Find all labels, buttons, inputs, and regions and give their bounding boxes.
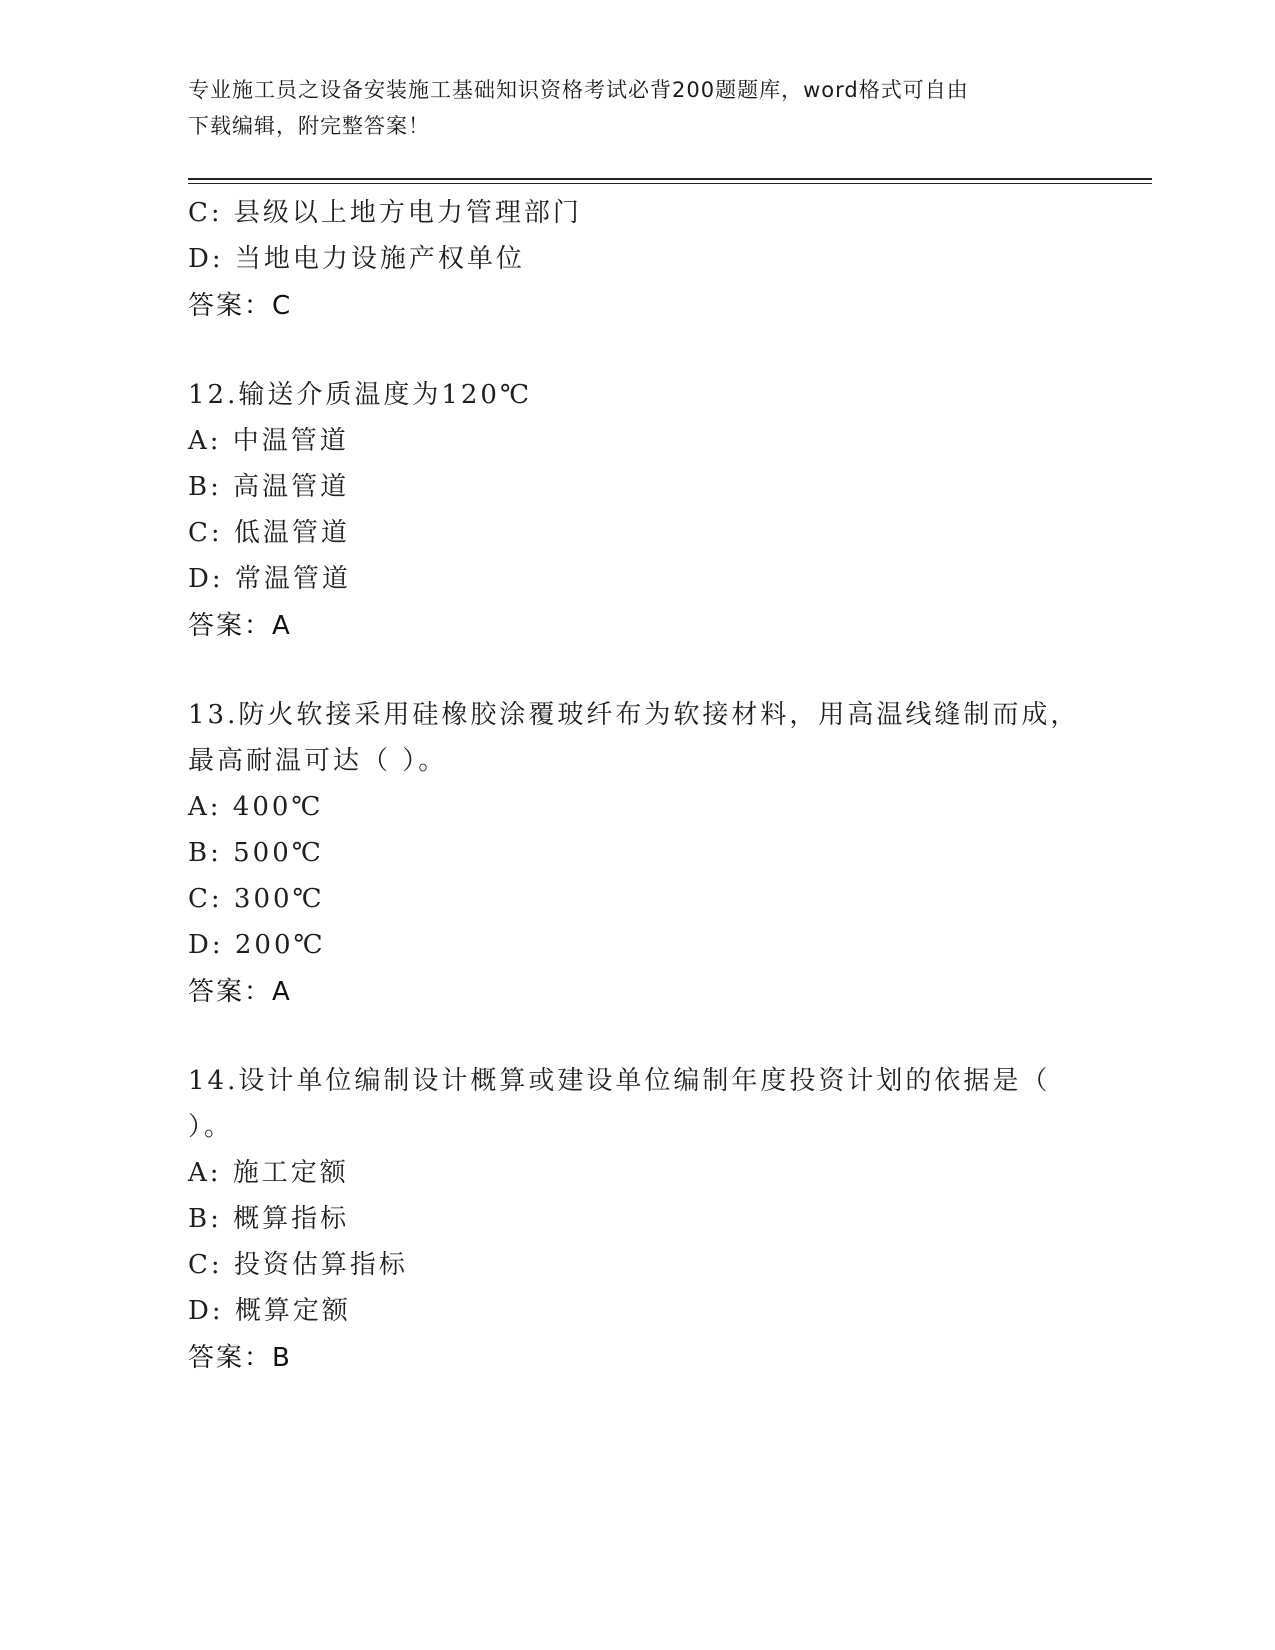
option-b: B: 高温管道 bbox=[188, 472, 350, 502]
option-d: D: 常温管道 bbox=[188, 564, 351, 594]
question-text-line-1: 13.防火软接采用硅橡胶涂覆玻纤布为软接材料，用高温线缝制而成， bbox=[188, 700, 1080, 730]
option-c: C: 低温管道 bbox=[188, 518, 350, 548]
option-c: C: 县级以上地方电力管理部门 bbox=[188, 198, 582, 228]
option-a: A: 施工定额 bbox=[188, 1158, 349, 1188]
question-text: 12.输送介质温度为120℃ bbox=[188, 380, 533, 410]
option-a: A: 400℃ bbox=[188, 792, 324, 822]
header-divider-thick bbox=[188, 178, 1152, 180]
answer-line: 答案：A bbox=[188, 611, 292, 641]
document-header bbox=[188, 72, 1068, 144]
option-c: C: 300℃ bbox=[188, 884, 325, 914]
question-14 bbox=[188, 1058, 1088, 1382]
header-divider-thin bbox=[188, 183, 1152, 184]
option-d: D: 200℃ bbox=[188, 930, 326, 960]
question-13 bbox=[188, 692, 1088, 1016]
header-line-1: 专业施工员之设备安装施工基础知识资格考试必背200题题库，word格式可自由 bbox=[188, 78, 969, 102]
header-line-2: 下载编辑，附完整答案！ bbox=[188, 114, 430, 138]
option-d: D: 当地电力设施产权单位 bbox=[188, 244, 525, 274]
option-b: B: 500℃ bbox=[188, 838, 324, 868]
question-text-line-2: 最高耐温可达（ ）。 bbox=[188, 746, 448, 776]
question-text-line-2: ）。 bbox=[188, 1112, 234, 1142]
question-list bbox=[188, 190, 1088, 1382]
question-text-line-1: 14.设计单位编制设计概算或建设单位编制年度投资计划的依据是（ bbox=[188, 1066, 1051, 1096]
answer-line: 答案：A bbox=[188, 977, 292, 1007]
option-d: D: 概算定额 bbox=[188, 1296, 351, 1326]
question-12 bbox=[188, 372, 1088, 650]
option-c: C: 投资估算指标 bbox=[188, 1250, 408, 1280]
option-a: A: 中温管道 bbox=[188, 426, 349, 456]
option-b: B: 概算指标 bbox=[188, 1204, 350, 1234]
answer-line: 答案：B bbox=[188, 1343, 292, 1373]
question-partial bbox=[188, 190, 1088, 330]
answer-line: 答案：C bbox=[188, 291, 293, 321]
